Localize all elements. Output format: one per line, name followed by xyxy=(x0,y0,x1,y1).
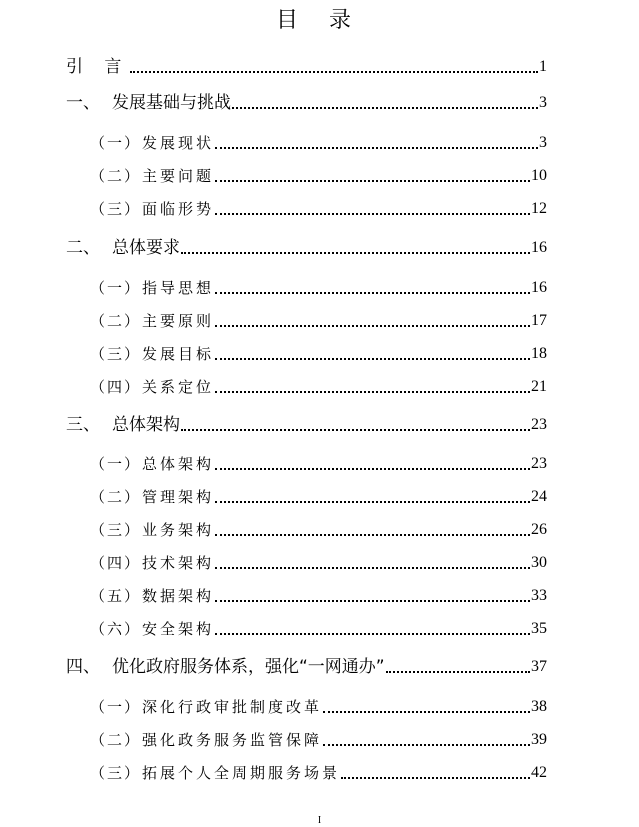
dot-leader xyxy=(215,468,530,470)
toc-entry-number: （二） xyxy=(90,731,142,749)
toc-entry-title xyxy=(90,618,214,640)
toc-entry-title xyxy=(90,165,214,187)
dot-leader xyxy=(386,671,530,673)
toc-entry-number: （三） xyxy=(90,521,142,539)
toc-entry-page-number: 30 xyxy=(531,554,547,571)
toc-entry-label: 发展基础与挑战 xyxy=(112,93,231,113)
toc-entry-label: 总体要求 xyxy=(112,238,180,258)
toc-entry-number: （三） xyxy=(90,764,142,782)
toc-entry-title xyxy=(90,762,340,784)
toc-entry-page-number: 10 xyxy=(531,167,547,184)
toc-entry-title xyxy=(66,656,385,678)
toc-entry-page-number: 3 xyxy=(539,134,547,151)
toc-entry[interactable] xyxy=(0,453,639,475)
toc-entry-page-number: 37 xyxy=(531,658,547,675)
toc-entry-label: 管理架构 xyxy=(142,488,215,506)
dot-leader xyxy=(215,600,530,602)
toc-entry[interactable] xyxy=(0,165,639,187)
dot-leader xyxy=(215,292,530,294)
toc-entry-number: 二、 xyxy=(66,238,100,258)
dot-leader xyxy=(215,147,538,149)
toc-entry-title xyxy=(90,376,214,398)
dot-leader xyxy=(181,429,530,431)
toc-entry[interactable] xyxy=(0,552,639,574)
dot-leader xyxy=(215,567,530,569)
toc-entry-page-number: 16 xyxy=(531,239,547,256)
toc-entry[interactable] xyxy=(0,198,639,220)
toc-entry-page-number: 26 xyxy=(531,521,547,538)
toc-title: 目 录 xyxy=(276,8,363,33)
toc-entry[interactable] xyxy=(0,414,639,436)
toc-entry-number: （一） xyxy=(90,134,142,152)
toc-entry-number: （六） xyxy=(90,620,142,638)
toc-entry-title xyxy=(90,486,214,508)
toc-entry-label: 数据架构 xyxy=(142,587,215,605)
dot-leader xyxy=(323,711,530,713)
dot-leader xyxy=(232,107,538,109)
toc-entry-title xyxy=(90,343,214,365)
toc-entry-label: 关系定位 xyxy=(142,378,215,396)
toc-entry-title xyxy=(66,56,129,78)
toc-entry[interactable] xyxy=(0,486,639,508)
toc-entry-number: （一） xyxy=(90,279,142,297)
toc-entry-number: （一） xyxy=(90,698,142,716)
toc-entry-page-number: 42 xyxy=(531,764,547,781)
dot-leader xyxy=(215,325,530,327)
toc-entry-title xyxy=(90,453,214,475)
toc-entry[interactable] xyxy=(0,310,639,332)
toc-entry-label: 技术架构 xyxy=(142,554,215,572)
toc-entry-page-number: 35 xyxy=(531,620,547,637)
dot-leader xyxy=(215,358,530,360)
toc-entry-number: （二） xyxy=(90,488,142,506)
toc-entry-title xyxy=(66,92,231,114)
dot-leader xyxy=(181,252,530,254)
toc-entry-number: （五） xyxy=(90,587,142,605)
dot-leader xyxy=(341,777,530,779)
toc-entry[interactable] xyxy=(0,92,639,114)
toc-entry-title xyxy=(90,310,214,332)
dot-leader xyxy=(215,180,530,182)
toc-entry-page-number: 39 xyxy=(531,731,547,748)
toc-entry-number: （三） xyxy=(90,345,142,363)
dot-leader xyxy=(130,71,538,73)
dot-leader xyxy=(215,213,530,215)
toc-entry-page-number: 24 xyxy=(531,488,547,505)
toc-entry-label: 发展现状 xyxy=(142,134,215,152)
toc-entry[interactable] xyxy=(0,656,639,678)
toc-entry-title xyxy=(90,132,214,154)
toc-entry-label: 主要原则 xyxy=(142,312,215,330)
toc-entry-title xyxy=(66,237,180,259)
toc-entry-label: 总体架构 xyxy=(112,415,180,435)
toc-entry[interactable] xyxy=(0,585,639,607)
toc-entry-number: （二） xyxy=(90,167,142,185)
toc-entry-title xyxy=(90,519,214,541)
toc-entry-page-number: 23 xyxy=(531,416,547,433)
toc-entry-page-number: 23 xyxy=(531,455,547,472)
toc-entry-title xyxy=(90,696,322,718)
toc-entry[interactable] xyxy=(0,56,639,78)
toc-entry[interactable] xyxy=(0,132,639,154)
toc-entry-label: 总体架构 xyxy=(142,455,215,473)
toc-entry-label: 安全架构 xyxy=(142,620,215,638)
toc-entry[interactable] xyxy=(0,618,639,640)
toc-entry-title xyxy=(90,729,322,751)
toc-entry-page-number: 18 xyxy=(531,345,547,362)
toc-entry-page-number: 17 xyxy=(531,312,547,329)
toc-entry[interactable] xyxy=(0,376,639,398)
toc-entry-label: 强化政务服务监管保障 xyxy=(142,731,323,749)
toc-entry-number: （一） xyxy=(90,455,142,473)
toc-entry-label: 引 言 xyxy=(66,57,130,77)
toc-entry-label: 面临形势 xyxy=(142,200,215,218)
toc-entry[interactable] xyxy=(0,277,639,299)
toc-entry-number: （二） xyxy=(90,312,142,330)
toc-entry-number: （四） xyxy=(90,378,142,396)
toc-entry-page-number: 1 xyxy=(539,58,547,75)
toc-entry-title xyxy=(90,585,214,607)
toc-entry-label: 业务架构 xyxy=(142,521,215,539)
toc-entry-title xyxy=(66,414,180,436)
dot-leader xyxy=(215,633,530,635)
toc-entry-title xyxy=(90,277,214,299)
toc-entry-number: 一、 xyxy=(66,93,100,113)
toc-entry-page-number: 12 xyxy=(531,200,547,217)
toc-entry[interactable] xyxy=(0,762,639,784)
dot-leader xyxy=(323,744,530,746)
toc-entry-number: （三） xyxy=(90,200,142,218)
toc-entry-title xyxy=(90,198,214,220)
toc-entry-label: 拓展个人全周期服务场景 xyxy=(142,764,341,782)
toc-entry-page-number: 21 xyxy=(531,378,547,395)
toc-entry-page-number: 3 xyxy=(539,94,547,111)
toc-entry[interactable] xyxy=(0,696,639,718)
toc-entry-label: 深化行政审批制度改革 xyxy=(142,698,323,716)
toc-entry-page-number: 16 xyxy=(531,279,547,296)
toc-entry-number: 三、 xyxy=(66,415,100,435)
page-number-footer: I xyxy=(317,815,322,826)
toc-entry-label: 主要问题 xyxy=(142,167,215,185)
toc-entry-label: 指导思想 xyxy=(142,279,215,297)
dot-leader xyxy=(215,391,530,393)
toc-entry-label: 优化政府服务体系，强化“一网通办” xyxy=(112,657,385,677)
toc-entry-label: 发展目标 xyxy=(142,345,215,363)
toc-entry[interactable] xyxy=(0,729,639,751)
toc-entry-page-number: 33 xyxy=(531,587,547,604)
toc-entry[interactable] xyxy=(0,237,639,259)
toc-entry[interactable] xyxy=(0,343,639,365)
dot-leader xyxy=(215,501,530,503)
toc-entry-number: （四） xyxy=(90,554,142,572)
toc-entry[interactable] xyxy=(0,519,639,541)
toc-entry-title xyxy=(90,552,214,574)
toc-entry-number: 四、 xyxy=(66,657,100,677)
toc-entry-page-number: 38 xyxy=(531,698,547,715)
dot-leader xyxy=(215,534,530,536)
